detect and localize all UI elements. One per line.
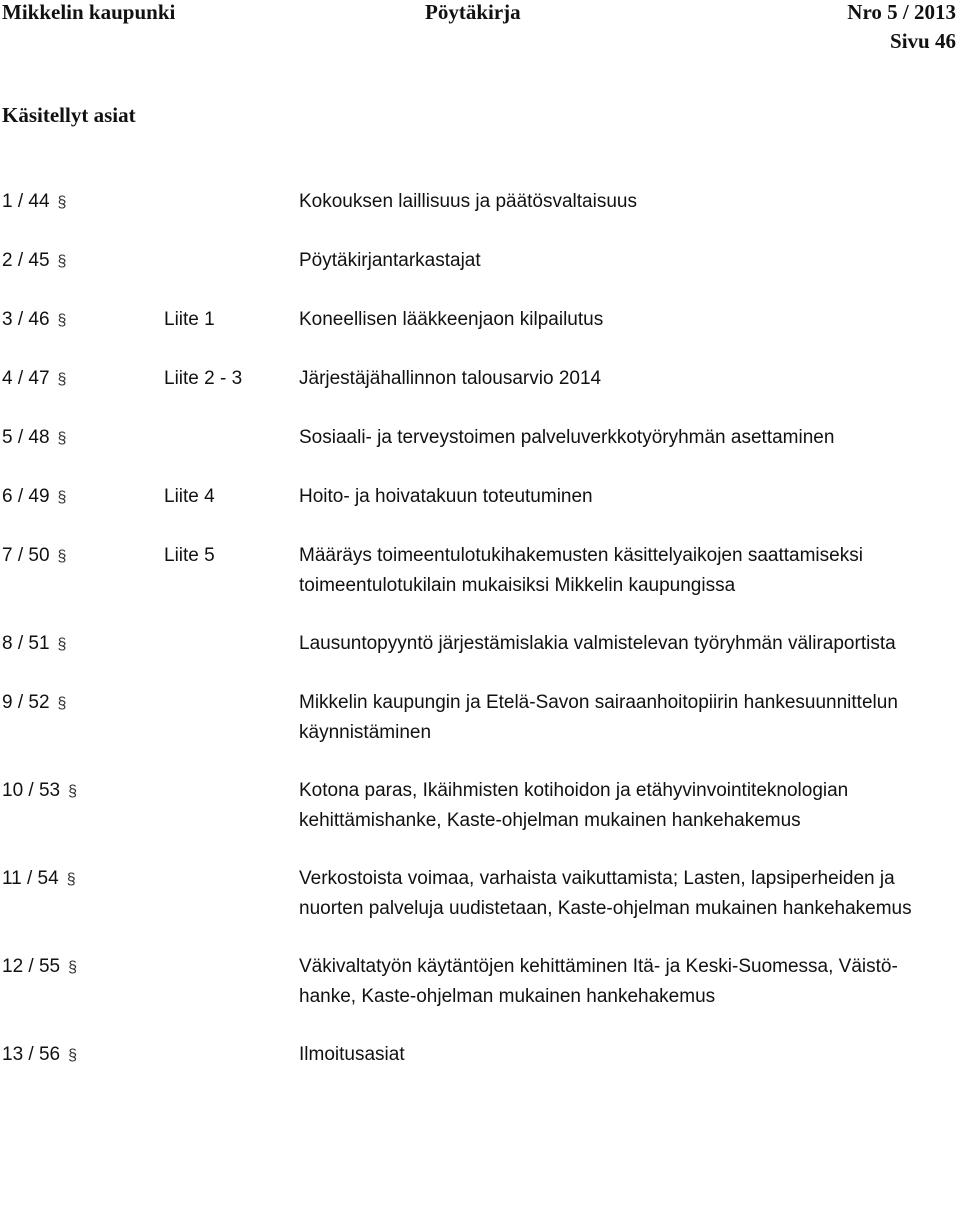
item-title: Ilmoitusasiat (299, 1044, 405, 1065)
agenda-item (0, 541, 960, 601)
item-title: Verkostoista voimaa, varhaista vaikuttamista; Lasten, lapsiperheiden ja nuorten palveluja uudistetaan, Kaste-ohjelman mukainen hankehakemus (299, 868, 912, 919)
section-symbol-icon: § (57, 695, 67, 712)
item-number: 7 / 50 (2, 545, 50, 566)
agenda-item (0, 423, 960, 454)
item-attachment (164, 629, 299, 660)
item-number-cell (0, 482, 164, 513)
section-symbol-icon: § (57, 430, 67, 447)
item-number-cell (0, 629, 164, 660)
item-number: 5 / 48 (2, 427, 50, 448)
item-title: Sosiaali- ja terveystoimen palveluverkkotyöryhmän asettaminen (299, 427, 835, 448)
section-title: Käsitellyt asiat (2, 103, 136, 127)
item-number: 1 / 44 (2, 191, 50, 212)
section-symbol-icon: § (57, 371, 67, 388)
item-title: Määräys toimeentulotukihakemusten käsittelyaikojen saattamiseksi toimeentulotukilain mukaisiksi Mikkelin kaupungissa (299, 545, 863, 596)
item-number: 12 / 55 (2, 956, 61, 977)
section-symbol-icon: § (68, 1047, 78, 1064)
agenda-item (0, 305, 960, 336)
organization-name: Mikkelin kaupunki (2, 0, 176, 24)
item-title: Järjestäjähallinnon talousarvio 2014 (299, 368, 602, 389)
item-number: 4 / 47 (2, 368, 50, 389)
item-number: 6 / 49 (2, 486, 50, 507)
item-title: Koneellisen lääkkeenjaon kilpailutus (299, 309, 604, 330)
item-number: 13 / 56 (2, 1044, 61, 1065)
item-attachment: Liite 2 - 3 (164, 368, 243, 389)
item-number-cell (0, 246, 164, 277)
agenda-item (0, 246, 960, 277)
item-number-cell (0, 776, 164, 836)
agenda-item (0, 688, 960, 748)
item-attachment (164, 688, 299, 748)
item-number: 3 / 46 (2, 309, 50, 330)
item-number-cell (0, 1040, 164, 1071)
item-attachment (164, 423, 299, 454)
item-number-cell (0, 864, 164, 924)
item-number: 11 / 54 (2, 868, 59, 889)
document-number: Nro 5 / 2013 (847, 0, 956, 24)
item-number-cell (0, 364, 164, 395)
item-number: 10 / 53 (2, 780, 61, 801)
item-number: 2 / 45 (2, 250, 50, 271)
item-title: Lausuntopyyntö järjestämislakia valmistelevan työryhmän väliraportista (299, 633, 896, 654)
item-attachment (164, 776, 299, 836)
item-attachment: Liite 1 (164, 309, 215, 330)
section-symbol-icon: § (57, 312, 67, 329)
item-number: 8 / 51 (2, 633, 50, 654)
agenda-item (0, 364, 960, 395)
agenda-item (0, 776, 960, 836)
item-attachment (164, 187, 299, 218)
agenda-item (0, 864, 960, 924)
agenda-item (0, 629, 960, 660)
item-title: Hoito- ja hoivatakuun toteutuminen (299, 486, 593, 507)
item-number-cell (0, 187, 164, 218)
item-title: Pöytäkirjantarkastajat (299, 250, 481, 271)
agenda-item (0, 952, 960, 1012)
section-symbol-icon: § (68, 959, 78, 976)
item-number-cell (0, 688, 164, 748)
section-symbol-icon: § (57, 636, 67, 653)
section-symbol-icon: § (68, 783, 78, 800)
item-attachment: Liite 5 (164, 545, 215, 566)
item-number-cell (0, 541, 164, 601)
document-type: Pöytäkirja (425, 0, 521, 24)
item-number-cell (0, 423, 164, 454)
section-symbol-icon: § (57, 253, 67, 270)
item-number-cell (0, 952, 164, 1012)
item-number-cell (0, 305, 164, 336)
agenda-item (0, 1040, 960, 1071)
item-title: Kotona paras, Ikäihmisten kotihoidon ja etähyvinvointiteknologian kehittämishanke, Kaste-ohjelman mukainen hankehakemus (299, 780, 849, 831)
item-number: 9 / 52 (2, 692, 50, 713)
page-number: Sivu 46 (890, 29, 956, 53)
agenda-item (0, 482, 960, 513)
item-title: Väkivaltatyön käytäntöjen kehittäminen Itä- ja Keski-Suomessa, Väistö-hanke, Kaste-ohjelman mukainen hankehakemus (299, 956, 898, 1007)
item-title: Mikkelin kaupungin ja Etelä-Savon sairaanhoitopiirin hankesuunnittelun käynnistäminen (299, 692, 898, 743)
section-symbol-icon: § (66, 871, 76, 888)
page-header (0, 0, 960, 60)
item-attachment (164, 1040, 299, 1071)
item-attachment (164, 864, 299, 924)
item-attachment (164, 952, 299, 1012)
section-symbol-icon: § (57, 548, 67, 565)
item-title: Kokouksen laillisuus ja päätösvaltaisuus (299, 191, 637, 212)
section-symbol-icon: § (57, 194, 67, 211)
agenda-item (0, 187, 960, 218)
agenda-list (0, 187, 960, 1099)
item-attachment: Liite 4 (164, 486, 215, 507)
item-attachment (164, 246, 299, 277)
section-symbol-icon: § (57, 489, 67, 506)
